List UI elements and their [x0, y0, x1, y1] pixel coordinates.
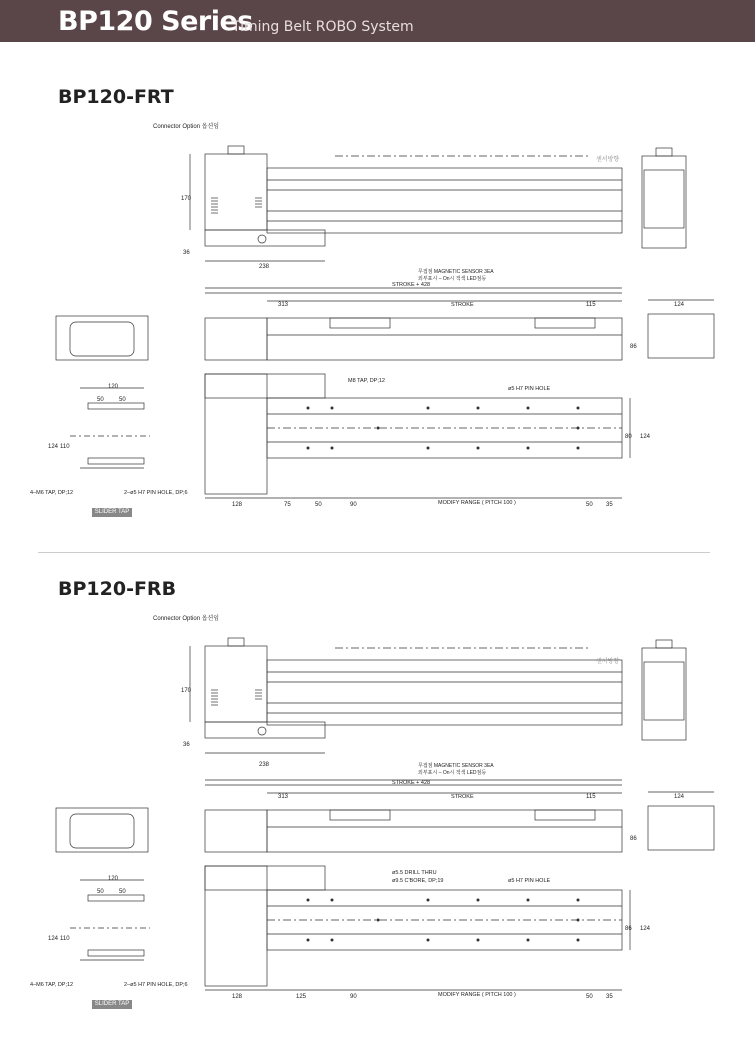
- series-title: BP120 Series: [58, 6, 253, 37]
- dim-b50: 50: [315, 502, 322, 508]
- stroke-label: STROKE: [451, 794, 474, 800]
- dim-115: 115: [586, 302, 596, 308]
- magnetic-label: 무접점 MAGNETIC SENSOR 3EA: [418, 269, 494, 275]
- dim-50b: 50: [119, 889, 126, 895]
- dim-b125: 125: [296, 994, 307, 1000]
- cbore-label: ø9.5 C'BORE, DP;19: [392, 878, 444, 884]
- slider-tap-label: 4–M6 TAP, DP;12: [30, 490, 74, 496]
- dim-110: 110: [60, 936, 70, 942]
- section-title-frt: BP120-FRT: [58, 86, 174, 108]
- dim-124r: 124: [640, 434, 651, 440]
- slider-tap-tag: SLIDER TAP: [92, 508, 132, 517]
- dim-120: 120: [108, 876, 119, 882]
- page-header: [0, 0, 755, 42]
- series-subtitle: Timing Belt ROBO System: [232, 19, 414, 35]
- dim-b50r: 50: [586, 502, 593, 508]
- dim-124v: 124: [48, 936, 59, 942]
- dim-313: 313: [278, 794, 289, 800]
- labels-frb: [0, 610, 755, 1030]
- dim-120: 120: [108, 384, 119, 390]
- dim-124r: 124: [640, 926, 651, 932]
- dim-b128: 128: [232, 502, 243, 508]
- modify-label: MODIFY RANGE ( PITCH 100 ): [438, 500, 516, 506]
- dim-50b: 50: [119, 397, 126, 403]
- dim-86r: 86: [625, 926, 632, 932]
- slider-tap-tag: SLIDER TAP: [92, 1000, 132, 1009]
- dim-50a: 50: [97, 397, 104, 403]
- slider-tap-label: 4–M6 TAP, DP;12: [30, 982, 74, 988]
- dim-124v: 124: [48, 444, 59, 450]
- dim-b75: 75: [284, 502, 291, 508]
- magnetic-label: 무접점 MAGNETIC SENSOR 3EA: [418, 763, 494, 769]
- dim-86: 86: [630, 836, 637, 842]
- connector-label: Connector Option 옵션임: [153, 616, 220, 622]
- section-title-frb: BP120-FRB: [58, 578, 177, 600]
- dim-238: 238: [259, 762, 270, 768]
- drill-label: ø5.5 DRILL THRU: [392, 870, 437, 876]
- dim-b90: 90: [350, 994, 357, 1000]
- slider-pin-label: 2–ø5 H7 PIN HOLE, DP;6: [124, 490, 188, 496]
- dim-115: 115: [586, 794, 596, 800]
- dim-170: 170: [181, 688, 192, 694]
- tap-label: M8 TAP, DP;12: [348, 378, 385, 384]
- dim-b35: 35: [606, 994, 613, 1000]
- modify-label: MODIFY RANGE ( PITCH 100 ): [438, 992, 516, 998]
- dim-80: 80: [625, 434, 632, 440]
- dim-b90: 90: [350, 502, 357, 508]
- dim-50a: 50: [97, 889, 104, 895]
- magnetic-label-2: 외부표시 – On시 적색 LED점등: [418, 276, 487, 282]
- sensor-dir-label: 센서방향: [596, 659, 620, 665]
- labels-frt: [0, 118, 755, 538]
- dim-170: 170: [181, 196, 192, 202]
- dim-36: 36: [183, 250, 190, 256]
- dim-b128: 128: [232, 994, 243, 1000]
- dim-86: 86: [630, 344, 637, 350]
- dim-124: 124: [674, 302, 685, 308]
- dim-b50r: 50: [586, 994, 593, 1000]
- pin-label: ø5 H7 PIN HOLE: [508, 386, 551, 392]
- dim-124: 124: [674, 794, 685, 800]
- dim-36: 36: [183, 742, 190, 748]
- magnetic-label-2: 외부표시 – On시 적색 LED점등: [418, 770, 487, 776]
- pin-label: ø5 H7 PIN HOLE: [508, 878, 551, 884]
- stroke-total-label: STROKE + 428: [392, 780, 431, 786]
- dim-b35: 35: [606, 502, 613, 508]
- slider-pin-label: 2–ø5 H7 PIN HOLE, DP;6: [124, 982, 188, 988]
- dim-110: 110: [60, 444, 70, 450]
- connector-label: Connector Option 옵션임: [153, 124, 220, 130]
- stroke-label: STROKE: [451, 302, 474, 308]
- dim-313: 313: [278, 302, 289, 308]
- sensor-dir-label: 센서방향: [596, 157, 620, 163]
- dim-238: 238: [259, 264, 270, 270]
- stroke-total-label: STROKE + 428: [392, 282, 431, 288]
- section-divider: [38, 552, 710, 553]
